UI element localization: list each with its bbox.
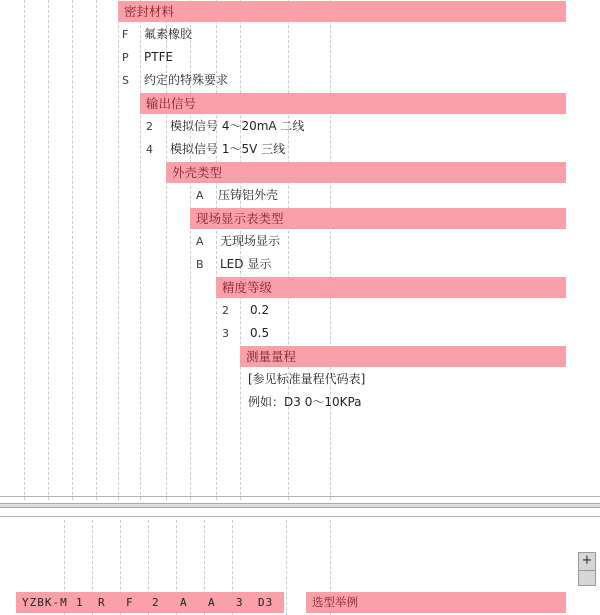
item-code: S: [122, 74, 129, 87]
item-label: [参见标准量程代码表]: [248, 372, 366, 386]
section-header-row: [0, 345, 600, 368]
section-header-label: 密封材料: [124, 4, 175, 19]
example-code-2: R: [98, 596, 106, 609]
item-code: F: [122, 28, 129, 41]
table-row: [0, 138, 600, 161]
section-header-row: [0, 92, 600, 115]
item-code: A: [196, 235, 204, 248]
example-model-code: YZBK-M: [22, 596, 68, 609]
table-row: [0, 23, 600, 46]
table-row: [0, 230, 600, 253]
section-header-row: [0, 276, 600, 299]
table-row: [0, 46, 600, 69]
table-row: [0, 368, 600, 391]
item-label: 模拟信号 4～20mA 二线: [170, 119, 305, 133]
item-label: 0.2: [250, 303, 270, 317]
item-label: 0.5: [250, 326, 270, 340]
page-rule-top: [0, 496, 600, 497]
page-break-bar: [0, 503, 600, 508]
section-header-label: 外壳类型: [172, 165, 223, 180]
section-header-row: [0, 161, 600, 184]
example-code-1: 1: [76, 596, 84, 609]
section-header-row: [0, 0, 600, 23]
table-row: [0, 115, 600, 138]
example-code-3: F: [126, 596, 134, 609]
example-code-6: A: [208, 596, 216, 609]
item-code: P: [122, 51, 129, 64]
item-label: 例如：D3 0～10KPa: [248, 395, 362, 409]
section-header-label: 现场显示表类型: [196, 211, 284, 226]
table-row: [0, 253, 600, 276]
item-label: 氟素橡胶: [144, 27, 193, 41]
table-row: [0, 391, 600, 414]
item-label: LED 显示: [220, 257, 272, 271]
plus-icon: +: [581, 553, 593, 568]
page-rule-bottom: [0, 516, 600, 517]
table-row: [0, 184, 600, 207]
item-code: 4: [146, 143, 153, 156]
section-header-label: 测量量程: [246, 349, 297, 364]
header-band: [118, 1, 566, 22]
section-header-label: 输出信号: [146, 96, 197, 111]
example-row-label: 选型举例: [312, 595, 358, 609]
item-label: 无现场显示: [220, 234, 281, 248]
item-label: PTFE: [144, 50, 174, 64]
scroll-thumb[interactable]: [578, 570, 596, 586]
example-code-7: 3: [236, 596, 244, 609]
table-row: [0, 69, 600, 92]
example-code-4: 2: [152, 596, 160, 609]
item-label: 模拟信号 1～5V 三线: [170, 142, 286, 156]
section-header-row: [0, 207, 600, 230]
example-code-8: D3: [258, 596, 274, 609]
table-row: [0, 322, 600, 345]
example-code-5: A: [180, 596, 188, 609]
item-label: 约定的特殊要求: [144, 73, 229, 87]
item-code: 3: [222, 327, 229, 340]
item-code: 2: [222, 304, 229, 317]
item-code: A: [196, 189, 204, 202]
header-band: [166, 162, 566, 183]
item-code: B: [196, 258, 204, 271]
header-band: [140, 93, 566, 114]
section-header-label: 精度等级: [222, 280, 273, 295]
table-row: [0, 299, 600, 322]
lower-column-guide-8: [286, 520, 287, 615]
scroll-expand-button[interactable]: [578, 552, 596, 572]
item-label: 压铸铝外壳: [218, 188, 279, 202]
item-code: 2: [146, 120, 153, 133]
